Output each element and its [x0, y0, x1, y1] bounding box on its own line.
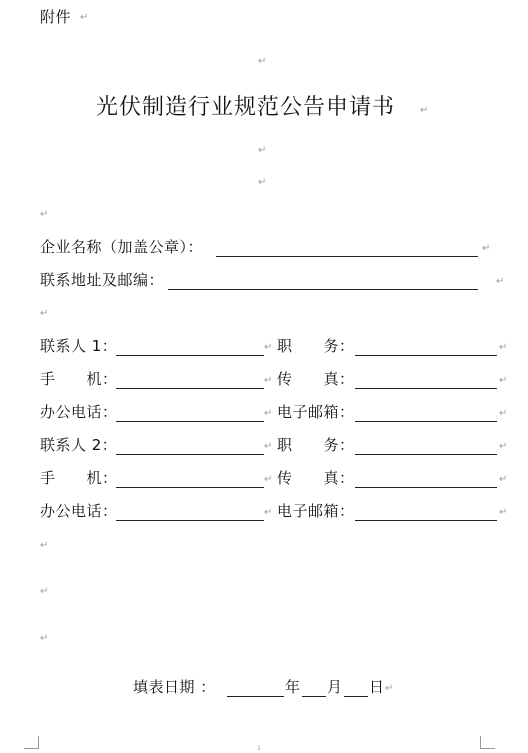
paragraph-mark: ↵ — [264, 441, 273, 452]
contact1-position-field[interactable] — [355, 355, 497, 356]
page-number: 1 — [257, 745, 261, 752]
contact2-fax-label: 传 真： — [277, 469, 355, 487]
contact1-fax-field[interactable] — [355, 388, 497, 389]
contact2-position-field[interactable] — [355, 454, 497, 455]
contact2-mobile-field[interactable] — [116, 487, 264, 488]
contact1-email-label: 电子邮箱： — [277, 403, 355, 421]
contact2-mobile-label: 手 机： — [40, 469, 118, 487]
day-label: 日 — [369, 678, 385, 696]
paragraph-mark: ↵ — [40, 308, 49, 319]
paragraph-mark: ↵ — [499, 441, 508, 452]
paragraph-mark: ↵ — [264, 342, 273, 353]
paragraph-mark: ↵ — [264, 507, 273, 518]
month-label: 月 — [327, 678, 343, 696]
margin-corner-right — [480, 736, 495, 749]
contact1-office-phone-label: 办公电话： — [40, 403, 118, 421]
contact1-mobile-label: 手 机： — [40, 370, 118, 388]
document-title: 光伏制造行业规范公告申请书 — [96, 95, 396, 120]
fill-day-field[interactable] — [344, 696, 368, 697]
contact1-mobile-field[interactable] — [116, 388, 264, 389]
paragraph-mark: ↵ — [499, 507, 508, 518]
paragraph-mark: ↵ — [258, 145, 267, 156]
fill-month-field[interactable] — [302, 696, 326, 697]
contact-address-field[interactable] — [168, 289, 478, 290]
contact1-office-phone-field[interactable] — [116, 421, 264, 422]
contact1-name-label: 联系人 1： — [40, 337, 118, 355]
contact2-email-label: 电子邮箱： — [277, 502, 355, 520]
attachment-label: 附件 — [40, 8, 72, 26]
contact2-office-phone-label: 办公电话： — [40, 502, 118, 520]
paragraph-mark: ↵ — [499, 342, 508, 353]
paragraph-mark: ↵ — [40, 540, 49, 551]
contact1-email-field[interactable] — [355, 421, 497, 422]
paragraph-mark: ↵ — [482, 243, 491, 254]
contact2-email-field[interactable] — [355, 520, 497, 521]
paragraph-mark: ↵ — [499, 408, 508, 419]
paragraph-mark: ↵ — [420, 105, 429, 116]
company-name-field[interactable] — [216, 256, 478, 257]
paragraph-mark: ↵ — [40, 209, 49, 220]
contact2-office-phone-field[interactable] — [116, 520, 264, 521]
paragraph-mark: ↵ — [40, 586, 49, 597]
fill-year-field[interactable] — [227, 696, 284, 697]
paragraph-mark: ↵ — [264, 408, 273, 419]
contact1-fax-label: 传 真： — [277, 370, 355, 388]
paragraph-mark: ↵ — [264, 474, 273, 485]
contact2-fax-field[interactable] — [355, 487, 497, 488]
paragraph-mark: ↵ — [496, 276, 505, 287]
contact2-name-label: 联系人 2： — [40, 436, 118, 454]
paragraph-mark: ↵ — [385, 683, 394, 694]
year-label: 年 — [285, 678, 301, 696]
paragraph-mark: ↵ — [258, 56, 267, 67]
contact-address-label: 联系地址及邮编： — [40, 271, 165, 289]
contact1-name-field[interactable] — [116, 355, 264, 356]
margin-corner-left — [24, 736, 39, 749]
paragraph-mark: ↵ — [499, 474, 508, 485]
contact2-name-field[interactable] — [116, 454, 264, 455]
fill-date-label: 填表日期 ： — [133, 678, 216, 696]
paragraph-mark: ↵ — [80, 12, 89, 23]
contact2-position-label: 职 务： — [277, 436, 355, 454]
paragraph-mark: ↵ — [40, 633, 49, 644]
company-name-label: 企业名称（加盖公章）： — [40, 238, 204, 256]
paragraph-mark: ↵ — [258, 177, 267, 188]
paragraph-mark: ↵ — [264, 375, 273, 386]
contact1-position-label: 职 务： — [277, 337, 355, 355]
paragraph-mark: ↵ — [499, 375, 508, 386]
